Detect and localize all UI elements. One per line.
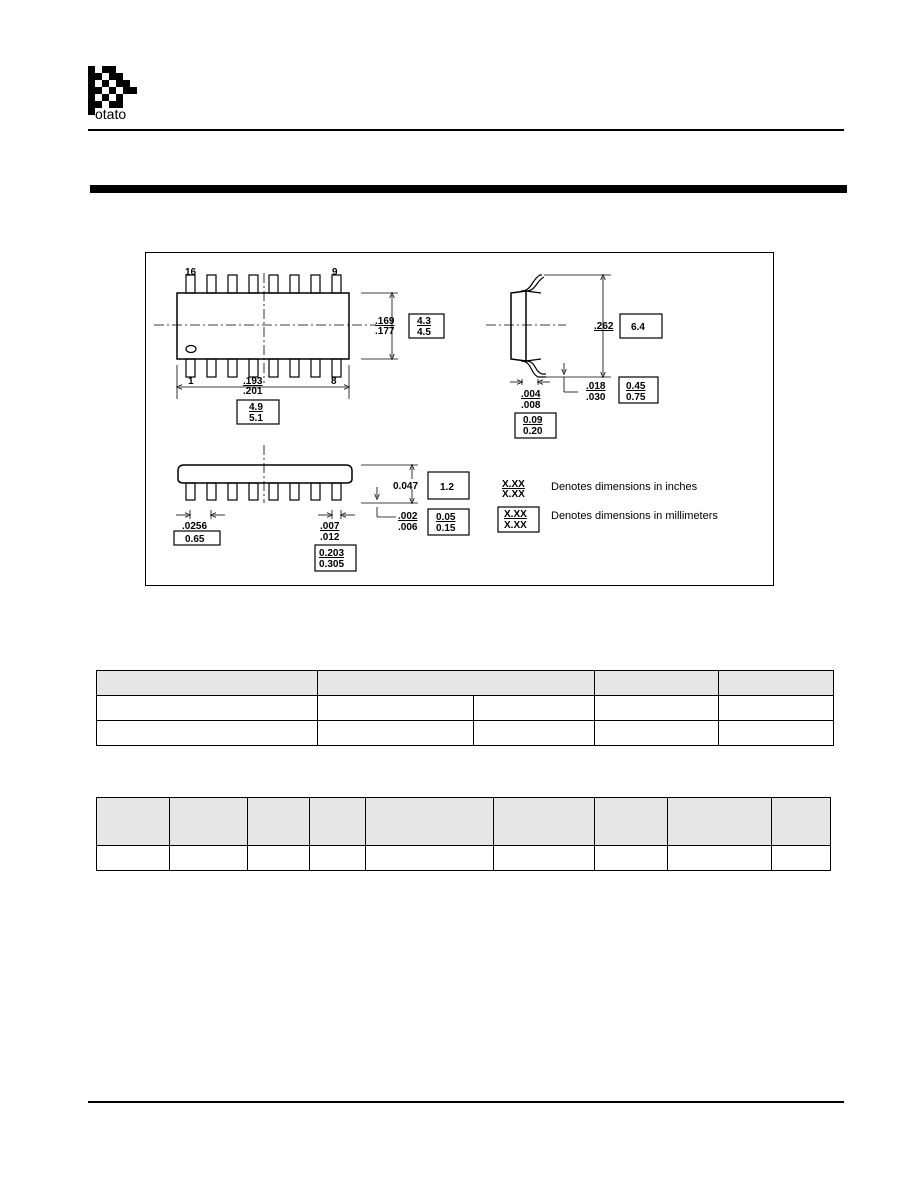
footer-divider — [88, 1101, 844, 1103]
overall-width-mm: 6.4 — [631, 322, 645, 333]
lead-w-mm-min: 0.203 — [319, 548, 345, 559]
width-mm-min: 4.3 — [417, 316, 431, 327]
standoff-inch-min: .002 — [398, 511, 418, 522]
table-cell — [595, 696, 719, 721]
marking-table — [96, 797, 831, 871]
foot-mm-max: 0.75 — [626, 392, 646, 403]
length-inch-max: .201 — [243, 386, 263, 397]
pin16-label: 16 — [185, 267, 197, 278]
length-inch-min: .193 — [243, 376, 263, 387]
table-cell — [719, 671, 834, 696]
table-cell — [365, 798, 494, 846]
standoff-mm-min: 0.05 — [436, 512, 456, 523]
table-cell — [494, 846, 595, 871]
foot-mm-min: 0.45 — [626, 381, 646, 392]
legend-inch-top: X.XX — [502, 479, 525, 490]
table-cell — [668, 846, 772, 871]
height-inch: 0.047 — [393, 481, 419, 492]
table-cell — [169, 798, 247, 846]
table-cell — [595, 798, 668, 846]
top-pins — [186, 275, 341, 293]
standoff-mm-max: 0.15 — [436, 523, 456, 534]
legend-mm-top: X.XX — [504, 509, 527, 520]
legend-mm-text: Denotes dimensions in millimeters — [551, 510, 718, 522]
lead-thk-mm-min: 0.09 — [523, 415, 543, 426]
table-cell — [247, 846, 309, 871]
table-cell — [169, 846, 247, 871]
lead-w-inch-max: .012 — [320, 532, 340, 543]
table-cell — [317, 671, 595, 696]
end-view — [486, 275, 662, 438]
top-view — [154, 273, 444, 424]
table-cell — [97, 696, 318, 721]
pitch-inch: .0256 — [182, 521, 208, 532]
table-cell — [97, 846, 170, 871]
legend-mm-bottom: X.XX — [504, 520, 527, 531]
lead-thk-inch-max: .008 — [521, 400, 541, 411]
height-mm: 1.2 — [440, 482, 454, 493]
ordering-table — [96, 670, 834, 746]
length-mm-min: 4.9 — [249, 402, 263, 413]
standoff-inch-max: .006 — [398, 522, 418, 533]
pin9-label: 9 — [332, 267, 338, 278]
table-cell — [365, 846, 494, 871]
table-cell — [772, 846, 831, 871]
table-cell — [97, 671, 318, 696]
table-cell — [595, 671, 719, 696]
foot-inch-max: .030 — [586, 392, 606, 403]
top-body — [177, 293, 349, 359]
width-mm-max: 4.5 — [417, 327, 431, 338]
table-cell — [309, 846, 365, 871]
package-drawing — [145, 252, 774, 586]
table-cell — [494, 798, 595, 846]
width-inch-min: .169 — [375, 316, 395, 327]
overall-width-inch: .262 — [594, 321, 614, 332]
table-cell — [595, 846, 668, 871]
table-row — [97, 846, 831, 871]
table-cell — [474, 721, 595, 746]
lead-w-mm-max: 0.305 — [319, 559, 345, 570]
width-inch-max: .177 — [375, 326, 395, 337]
lead-thk-mm-max: 0.20 — [523, 426, 543, 437]
header-divider — [88, 129, 844, 131]
table-cell — [474, 696, 595, 721]
pin1-marker — [186, 346, 196, 353]
length-mm-max: 5.1 — [249, 413, 263, 424]
table-row — [97, 696, 834, 721]
section-bar — [90, 185, 847, 193]
legend-inch-text: Denotes dimensions in inches — [551, 481, 698, 493]
table-cell — [668, 798, 772, 846]
table-cell — [772, 798, 831, 846]
pin1-label: 1 — [188, 376, 194, 387]
logo-text: otato — [95, 106, 127, 122]
table-cell — [97, 798, 170, 846]
table-cell — [719, 721, 834, 746]
table-cell — [719, 696, 834, 721]
table-row — [97, 721, 834, 746]
table-cell — [595, 721, 719, 746]
pin8-label: 8 — [331, 376, 337, 387]
table-cell — [309, 798, 365, 846]
table-cell — [317, 721, 474, 746]
drawing-canvas — [146, 253, 775, 587]
foot-inch-min: .018 — [586, 381, 606, 392]
legend-inch-bottom: X.XX — [502, 489, 525, 500]
pitch-mm: 0.65 — [185, 534, 205, 545]
table-cell — [247, 798, 309, 846]
table-header-row — [97, 798, 831, 846]
bottom-pins — [186, 359, 341, 377]
lead-thk-inch-min: .004 — [521, 389, 541, 400]
table-cell — [97, 721, 318, 746]
lead-w-inch-min: .007 — [320, 521, 340, 532]
table-header-row — [97, 671, 834, 696]
table-cell — [317, 696, 474, 721]
